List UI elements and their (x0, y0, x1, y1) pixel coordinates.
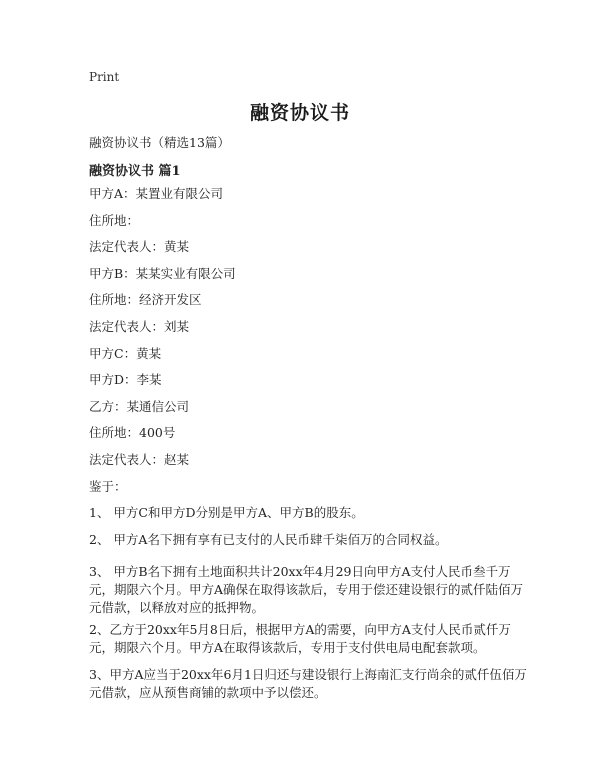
party-lines (89, 186, 529, 558)
party-b-address-line: 住所地：经济开发区 (89, 292, 202, 308)
party-a-line: 甲方A：某置业有限公司 (89, 186, 224, 201)
party-b-line: 甲方B：某某实业有限公司 (89, 265, 236, 281)
party-a-address-line: 住所地： (89, 212, 140, 228)
print-label[interactable]: Print (89, 70, 120, 84)
whereas-line: 鉴于： (89, 478, 127, 494)
party-yi-address-line: 住所地：400号 (89, 425, 176, 441)
clause-paragraph: 3、甲方A应当于20xx年6月1日归还与建设银行上海南汇支行尚余的贰仟伍佰万元借款，应从预售商铺的款项中予以偿还。 (89, 667, 527, 700)
party-d-line: 甲方D：李某 (89, 372, 162, 388)
party-b-representative-line: 法定代表人：刘某 (89, 318, 190, 334)
clause-paragraph: 3、 甲方B名下拥有土地面积共计20xx年4月29日向甲方A支付人民币叁千万元，期限六个月。甲方A确保在取得该款后，专用于偿还建设银行的贰仟陆佰万元借款，以释放对应的抵押物。 (89, 564, 524, 615)
party-yi-representative-line: 法定代表人：赵某 (89, 451, 190, 467)
document-title: 融资协议书 (249, 102, 350, 124)
section-heading: 融资协议书 篇1 (89, 164, 181, 179)
party-c-line: 甲方C：黄某 (89, 345, 162, 361)
document-subtitle: 融资协议书（精选13篇） (89, 135, 230, 150)
clause-line: 2、 甲方A名下拥有享有已支付的人民币肆千柒佰万的合同权益。 (89, 531, 448, 547)
clause-line: 1、 甲方C和甲方D分别是甲方A、甲方B的股东。 (89, 505, 364, 521)
party-yi-line: 乙方：某通信公司 (89, 398, 190, 414)
clause-paragraph: 2、乙方于20xx年5月8日后，根据甲方A的需要，向甲方A支付人民币贰仟万元，期限六个月。甲方A在取得该款后，专用于支付供电局电配套款项。 (89, 622, 511, 655)
party-a-representative-line: 法定代表人：黄某 (89, 239, 190, 255)
